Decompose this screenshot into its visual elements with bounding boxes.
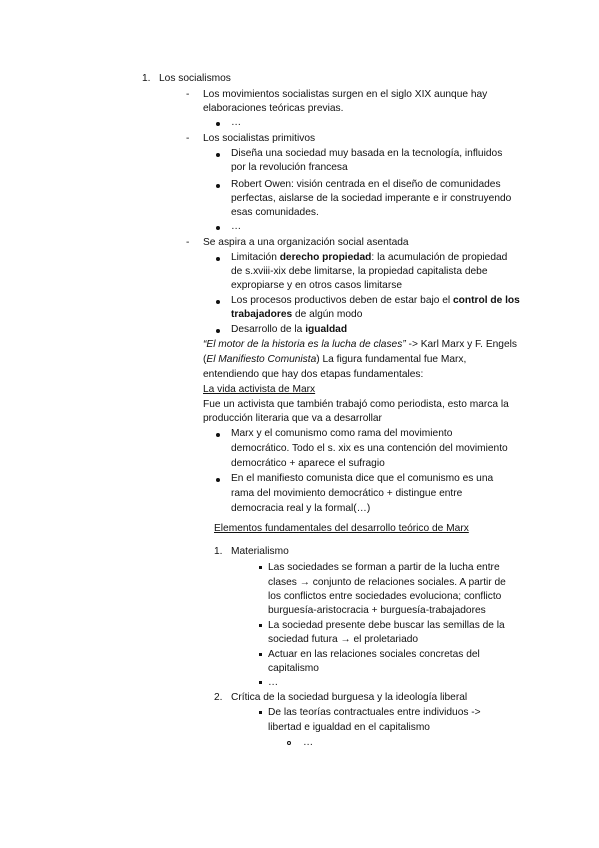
- list-item: Actuar en las relaciones sociales concretas del: [268, 649, 480, 660]
- item-title: Materialismo: [231, 546, 289, 557]
- item-number: 1.: [214, 546, 223, 557]
- text-run: de algún modo: [292, 309, 363, 320]
- text-run: (: [203, 354, 207, 365]
- dash-marker: -: [186, 237, 190, 248]
- list-item: perfectas, aislarse de la sociedad imperante e ir construyendo: [231, 193, 512, 204]
- bullet-icon: [216, 153, 220, 157]
- list-item: [231, 294, 520, 307]
- circle-bullet-icon: [287, 741, 291, 745]
- square-bullet-icon: [259, 624, 262, 627]
- underlined-heading: La vida activista de Marx: [203, 384, 316, 395]
- section-title: Los socialismos: [159, 73, 231, 84]
- paragraph-line: elaboraciones teóricas previas.: [203, 103, 344, 114]
- list-item: …: [268, 677, 279, 688]
- list-item: de s.xviii-xix debe limitarse, la propiedad capitalista debe: [231, 266, 488, 277]
- square-bullet-icon: [259, 566, 262, 569]
- bold-run: derecho propiedad: [279, 252, 372, 263]
- list-item: La sociedad presente debe buscar las semillas de la: [268, 620, 505, 631]
- square-bullet-icon: [259, 653, 262, 656]
- list-item: De las teorías contractuales entre individuos ->: [268, 707, 481, 718]
- text-run: ) La figura fundamental fue Marx,: [316, 354, 467, 365]
- quote-line: [203, 353, 466, 366]
- subsection-title: Se aspira a una organización social asentada: [203, 237, 409, 248]
- list-item: [231, 251, 507, 264]
- square-bullet-icon: [259, 711, 262, 714]
- item-title: Crítica de la sociedad burguesa y la ideología liberal: [231, 692, 468, 703]
- list-item: capitalismo: [268, 663, 319, 674]
- list-item: democrático + aparece el sufragio: [231, 458, 385, 469]
- text-run: Limitación: [231, 252, 280, 263]
- list-item: sociedad futura → el proletariado: [268, 634, 419, 645]
- list-item: Marx y el comunismo como rama del movimiento: [231, 428, 453, 439]
- list-item: …: [231, 117, 242, 128]
- italic-run: “El motor de la historia es la lucha de clases”: [203, 339, 406, 350]
- quote-line: entendiendo que hay dos etapas fundamentales:: [203, 369, 424, 380]
- section-number: 1.: [142, 73, 151, 84]
- paragraph-line: Los movimientos socialistas surgen en el siglo XIX aunque hay: [203, 89, 488, 100]
- list-item: esas comunidades.: [231, 207, 319, 218]
- text-run: Los procesos productivos deben de estar bajo el: [231, 295, 454, 306]
- list-item: democrático. Todo el s. xix es una contención del movimiento: [231, 443, 508, 454]
- bullet-icon: [216, 184, 220, 188]
- list-item: [231, 308, 362, 321]
- italic-run: El Manifiesto Comunista: [206, 354, 317, 365]
- underlined-heading: Elementos fundamentales del desarrollo teórico de Marx: [214, 523, 469, 534]
- list-item: …: [231, 221, 242, 232]
- list-item: burguesía-aristocracia + burguesía-trabajadores: [268, 605, 486, 616]
- dash-marker: -: [186, 133, 190, 144]
- square-bullet-icon: [259, 681, 262, 684]
- text-run: : la acumulación de propiedad: [371, 252, 508, 263]
- bullet-icon: [216, 226, 220, 230]
- list-item: clases → conjunto de relaciones sociales. A partir de: [268, 577, 506, 588]
- list-item: Diseña una sociedad muy basada en la tecnología, influidos: [231, 148, 503, 159]
- bullet-icon: [216, 300, 220, 304]
- text-run: -> Karl Marx y F. Engels: [405, 339, 517, 350]
- bullet-icon: [216, 122, 220, 126]
- list-item: Las sociedades se forman a partir de la lucha entre: [268, 562, 500, 573]
- bullet-icon: [216, 257, 220, 261]
- bullet-icon: [216, 329, 220, 333]
- list-item: En el manifiesto comunista dice que el comunismo es una: [231, 473, 494, 484]
- bold-run: trabajadores: [231, 309, 293, 320]
- list-item: Robert Owen: visión centrada en el diseño de comunidades: [231, 179, 501, 190]
- list-item: por la revolución francesa: [231, 162, 348, 173]
- quote-line: [203, 338, 517, 351]
- paragraph-line: Fue un activista que también trabajó como periodista, esto marca la: [203, 399, 509, 410]
- list-item: expropiarse y en otros casos limitarse: [231, 280, 402, 291]
- bold-run: igualdad: [305, 324, 348, 335]
- list-item: …: [303, 737, 314, 748]
- list-item: [231, 323, 347, 336]
- bullet-icon: [216, 433, 220, 437]
- bold-run: control de los: [453, 295, 520, 306]
- list-item: los conflictos entre sociedades evoluciona; conflicto: [268, 591, 502, 602]
- text-run: Desarrollo de la: [231, 324, 306, 335]
- item-number: 2.: [214, 692, 223, 703]
- dash-marker: -: [186, 89, 190, 100]
- list-item: rama del movimiento democrático + distingue entre: [231, 488, 463, 499]
- list-item: libertad e igualdad en el capitalismo: [268, 722, 430, 733]
- subsection-title: Los socialistas primitivos: [203, 133, 316, 144]
- list-item: democracia real y la formal(…): [231, 503, 371, 514]
- bullet-icon: [216, 478, 220, 482]
- paragraph-line: producción literaria que va a desarrollar: [203, 413, 382, 424]
